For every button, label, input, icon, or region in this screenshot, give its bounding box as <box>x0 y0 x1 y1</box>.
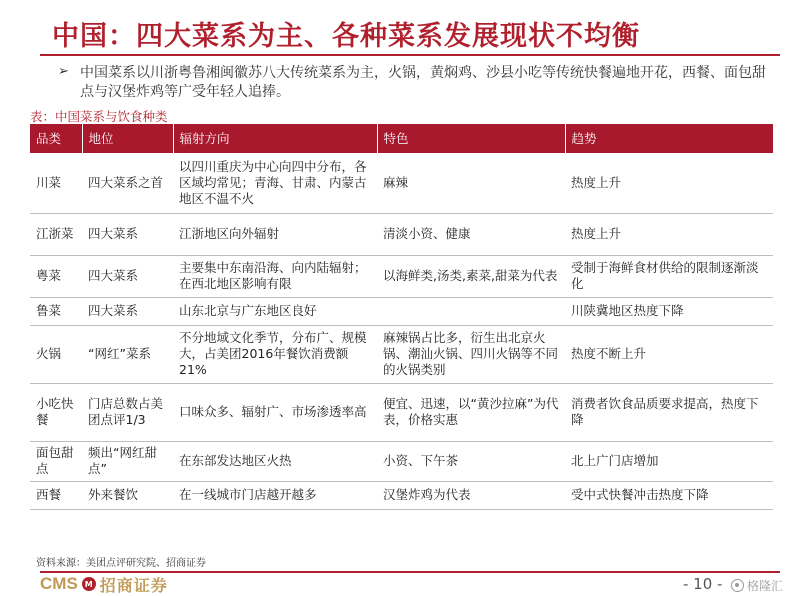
table-cell: 受制于海鲜食材供给的限制逐渐淡化 <box>565 255 773 297</box>
table-cell: 鲁菜 <box>30 297 82 325</box>
table-cell: 以四川重庆为中心向四中分布，各区域均常见；青海、甘肃、内蒙古地区不温不火 <box>173 153 377 213</box>
table-cell: 山东北京与广东地区良好 <box>173 297 377 325</box>
watermark-text: 格隆汇 <box>747 579 784 593</box>
table-cell <box>377 297 565 325</box>
company-logo <box>40 574 168 594</box>
table-row <box>30 481 773 509</box>
table-cell: 热度不断上升 <box>565 325 773 383</box>
table-cell: 川陕冀地区热度下降 <box>565 297 773 325</box>
page-title: 中国：四大菜系为主、各种菜系发展现状不均衡 <box>52 21 640 52</box>
table-header-row <box>30 124 773 153</box>
column-header-features: 特色 <box>377 124 565 153</box>
table-cell: 小吃快餐 <box>30 383 82 441</box>
logo-latin-text: CMS <box>40 574 78 593</box>
table-cell: 汉堡炸鸡为代表 <box>377 481 565 509</box>
table-cell: 四大菜系 <box>82 297 173 325</box>
table-cell: 江浙菜 <box>30 213 82 255</box>
table-cell: 热度上升 <box>565 153 773 213</box>
table-cell: 口味众多、辐射广、市场渗透率高 <box>173 383 377 441</box>
table-cell: 面包甜点 <box>30 441 82 481</box>
table-cell: “网红”菜系 <box>82 325 173 383</box>
table-cell: 热度上升 <box>565 213 773 255</box>
table-cell: 西餐 <box>30 481 82 509</box>
table-cell: 在一线城市门店越开越多 <box>173 481 377 509</box>
table-cell: 江浙地区向外辐射 <box>173 213 377 255</box>
table-row <box>30 255 773 297</box>
table-cell: 在东部发达地区火热 <box>173 441 377 481</box>
table-cell: 粤菜 <box>30 255 82 297</box>
table-cell: 受中式快餐冲击热度下降 <box>565 481 773 509</box>
table-cell: 四大菜系之首 <box>82 153 173 213</box>
table-cell: 清淡小资、健康 <box>377 213 565 255</box>
page-number: - 10 - <box>683 575 723 593</box>
table-cell: 小资、下午茶 <box>377 441 565 481</box>
column-header-trend: 趋势 <box>565 124 773 153</box>
cuisine-table <box>30 124 774 510</box>
arrow-bullet-icon: ➢ <box>58 64 69 79</box>
table-cell: 主要集中东南沿海、向内陆辐射；在西北地区影响有限 <box>173 255 377 297</box>
table-cell: 频出“网红甜点” <box>82 441 173 481</box>
table-cell: 麻辣 <box>377 153 565 213</box>
table-cell: 外来餐饮 <box>82 481 173 509</box>
table-cell: 以海鲜类,汤类,素菜,甜菜为代表 <box>377 255 565 297</box>
watermark-logo-icon <box>731 579 744 592</box>
logo-chinese-text: 招商证券 <box>99 575 168 595</box>
summary-bullet <box>58 64 778 102</box>
table-cell: 消费者饮食品质要求提高，热度下降 <box>565 383 773 441</box>
table-cell: 火锅 <box>30 325 82 383</box>
table-row <box>30 325 773 383</box>
column-header-category: 品类 <box>30 124 82 153</box>
table-row <box>30 213 773 255</box>
table-cell: 北上广门店增加 <box>565 441 773 481</box>
table-cell: 川菜 <box>30 153 82 213</box>
table-cell: 不分地域文化季节，分布广、规模大，占美团2016年餐饮消费额21% <box>173 325 377 383</box>
logo-emblem-icon: M <box>82 577 96 591</box>
table-caption: 表：中国菜系与饮食种类 <box>30 109 168 124</box>
source-note: 资料来源：美团点评研究院、招商证券 <box>36 558 206 569</box>
summary-text: 中国菜系以川浙粤鲁湘闽徽苏八大传统菜系为主，火锅，黄焖鸡、沙县小吃等传统快餐遍地开花，西餐、面包甜点与汉堡炸鸡等广受年轻人追捧。 <box>80 65 766 100</box>
table-row <box>30 153 773 213</box>
table-row <box>30 441 773 481</box>
column-header-reach: 辐射方向 <box>173 124 377 153</box>
table-cell: 四大菜系 <box>82 213 173 255</box>
table-cell: 四大菜系 <box>82 255 173 297</box>
table-row <box>30 383 773 441</box>
table-cell: 便宜、迅速，以“黄沙拉麻”为代表，价格实惠 <box>377 383 565 441</box>
column-header-status: 地位 <box>82 124 173 153</box>
table-cell: 门店总数占美团点评1/3 <box>82 383 173 441</box>
watermark <box>731 577 783 594</box>
table-row <box>30 297 773 325</box>
table-cell: 麻辣锅占比多，衍生出北京火锅、潮汕火锅、四川火锅等不同的火锅类别 <box>377 325 565 383</box>
title-divider <box>40 54 780 56</box>
